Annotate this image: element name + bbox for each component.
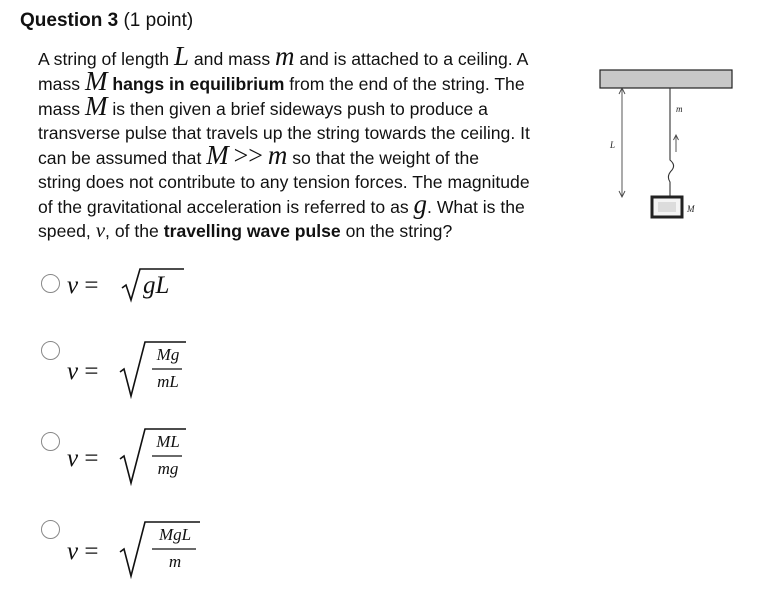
question-body	[38, 41, 590, 243]
formula-lhs: v	[67, 445, 79, 472]
option-d-radio[interactable]	[41, 520, 60, 539]
ceiling-bar	[600, 70, 732, 88]
equals-sign: =	[84, 538, 99, 565]
formula-lhs: v	[67, 358, 79, 385]
pendulum-figure	[598, 68, 738, 228]
var-m: m	[267, 140, 288, 170]
text-bold: hangs in equilibrium	[112, 74, 285, 94]
equals-sign: =	[84, 358, 99, 385]
var-m: m	[275, 41, 295, 71]
var-L: L	[173, 41, 189, 71]
text-segment: and is attached to a ceiling. A	[294, 49, 529, 69]
text-bold: travelling wave pulse	[163, 221, 341, 241]
text-segment: A string of length	[38, 49, 174, 69]
equals-sign: =	[84, 272, 99, 299]
option-d-numerator: MgL	[158, 525, 192, 544]
option-b-radio[interactable]	[41, 341, 60, 360]
text-segment: . What is the	[427, 197, 525, 217]
option-b-denominator: mL	[157, 372, 179, 391]
question-title	[20, 10, 193, 32]
text-segment: mass	[38, 74, 85, 94]
text-segment: on the string?	[340, 221, 453, 241]
option-a-radio[interactable]	[41, 274, 60, 293]
formula-lhs: v	[67, 272, 79, 299]
text-segment: of the gravitational acceleration is referred to as	[38, 197, 414, 217]
var-g: g	[413, 189, 428, 219]
text-segment: can be assumed that	[38, 148, 207, 168]
var-v: v	[95, 218, 106, 242]
var-M: M	[206, 140, 229, 170]
option-a-formula	[67, 272, 98, 300]
option-b-numerator: Mg	[156, 345, 180, 364]
text-segment: mass	[38, 99, 85, 119]
figure-label-m: m	[676, 104, 683, 114]
question-number: Question 3	[20, 10, 119, 31]
option-c-formula	[67, 445, 98, 473]
text-segment: and mass	[188, 49, 276, 69]
text-segment: is then given a brief sideways push to produce a	[107, 99, 488, 119]
option-b-formula	[67, 358, 98, 386]
figure-label-M: M	[687, 204, 695, 214]
equals-sign: =	[84, 445, 99, 472]
text-segment: speed,	[38, 221, 96, 241]
formula-lhs: v	[67, 538, 79, 565]
text-segment: string does not contribute to any tension forces. The magnitude	[38, 172, 530, 192]
text-segment: transverse pulse that travels up the string towards the ceiling. It	[38, 123, 530, 143]
var-M: M	[84, 91, 108, 121]
option-a-radicand: gL	[143, 272, 170, 299]
option-c-numerator: ML	[156, 432, 180, 451]
question-points: (1 point)	[123, 10, 194, 31]
var-M: M	[84, 66, 108, 96]
much-greater-symbol: >>	[233, 141, 263, 170]
text-segment: so that the weight of the	[287, 148, 480, 168]
figure-label-L: L	[610, 140, 616, 150]
string	[668, 88, 673, 196]
text-segment: , of the	[105, 221, 164, 241]
option-d-denominator: m	[168, 552, 182, 571]
option-d-formula	[67, 538, 98, 566]
option-c-radio[interactable]	[41, 432, 60, 451]
text-segment: from the end of the string. The	[284, 74, 525, 94]
option-c-denominator: mg	[157, 459, 179, 478]
